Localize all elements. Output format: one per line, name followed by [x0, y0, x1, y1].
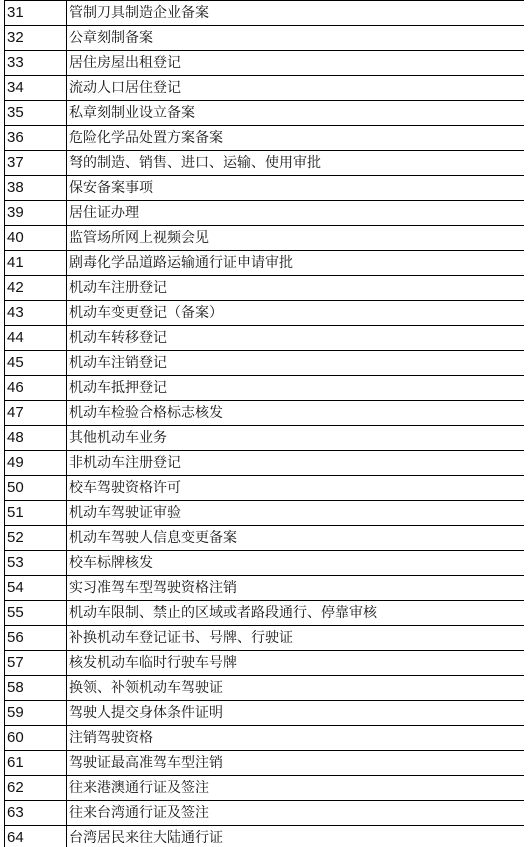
row-number: 60: [5, 726, 67, 751]
table-row: [5, 776, 525, 801]
row-number: 64: [5, 826, 67, 847]
service-item-name: 机动车注册登记: [67, 276, 525, 301]
service-item-name: 机动车检验合格标志核发: [67, 401, 525, 426]
service-item-name: 补换机动车登记证书、号牌、行驶证: [67, 626, 525, 651]
table-row: [5, 826, 525, 847]
row-number: 44: [5, 326, 67, 351]
table-row: [5, 801, 525, 826]
service-item-name: 机动车限制、禁止的区域或者路段通行、停靠审核: [67, 601, 525, 626]
table-row: [5, 451, 525, 476]
table-row: [5, 476, 525, 501]
service-item-name: 机动车注销登记: [67, 351, 525, 376]
row-number: 53: [5, 551, 67, 576]
service-item-name: 危险化学品处置方案备案: [67, 126, 525, 151]
service-item-name: 机动车转移登记: [67, 326, 525, 351]
table-row: [5, 301, 525, 326]
row-number: 49: [5, 451, 67, 476]
row-number: 52: [5, 526, 67, 551]
row-number: 43: [5, 301, 67, 326]
table-row: [5, 276, 525, 301]
table-row: [5, 1, 525, 26]
table-row: [5, 326, 525, 351]
table-row: [5, 376, 525, 401]
table-row: [5, 401, 525, 426]
service-item-name: 流动人口居住登记: [67, 76, 525, 101]
table-row: [5, 701, 525, 726]
table-row: [5, 76, 525, 101]
table-row: [5, 426, 525, 451]
row-number: 48: [5, 426, 67, 451]
row-number: 36: [5, 126, 67, 151]
table-row: [5, 651, 525, 676]
service-item-name: 驾驶证最高准驾车型注销: [67, 751, 525, 776]
service-item-name: 换领、补领机动车驾驶证: [67, 676, 525, 701]
table-row: [5, 351, 525, 376]
row-number: 50: [5, 476, 67, 501]
service-item-name: 往来台湾通行证及签注: [67, 801, 525, 826]
row-number: 55: [5, 601, 67, 626]
service-item-name: 保安备案事项: [67, 176, 525, 201]
table-row: [5, 201, 525, 226]
service-item-name: 机动车抵押登记: [67, 376, 525, 401]
table-row: [5, 751, 525, 776]
row-number: 62: [5, 776, 67, 801]
service-item-name: 核发机动车临时行驶车号牌: [67, 651, 525, 676]
service-item-name: 机动车驾驶证审验: [67, 501, 525, 526]
row-number: 37: [5, 151, 67, 176]
service-item-name: 机动车驾驶人信息变更备案: [67, 526, 525, 551]
table-row: [5, 601, 525, 626]
table-row: [5, 676, 525, 701]
row-number: 33: [5, 51, 67, 76]
row-number: 47: [5, 401, 67, 426]
table-row: [5, 551, 525, 576]
table-row: [5, 626, 525, 651]
service-item-name: 校车驾驶资格许可: [67, 476, 525, 501]
row-number: 39: [5, 201, 67, 226]
service-item-name: 公章刻制备案: [67, 26, 525, 51]
service-item-name: 居住房屋出租登记: [67, 51, 525, 76]
row-number: 63: [5, 801, 67, 826]
service-item-name: 驾驶人提交身体条件证明: [67, 701, 525, 726]
service-items-table: [4, 0, 524, 847]
row-number: 38: [5, 176, 67, 201]
table-row: [5, 51, 525, 76]
service-item-name: 往来港澳通行证及签注: [67, 776, 525, 801]
table-row: [5, 126, 525, 151]
service-item-name: 私章刻制业设立备案: [67, 101, 525, 126]
table-row: [5, 526, 525, 551]
table-row: [5, 176, 525, 201]
service-item-name: 弩的制造、销售、进口、运输、使用审批: [67, 151, 525, 176]
service-item-name: 台湾居民来往大陆通行证: [67, 826, 525, 847]
service-item-name: 管制刀具制造企业备案: [67, 1, 525, 26]
row-number: 58: [5, 676, 67, 701]
row-number: 31: [5, 1, 67, 26]
service-item-name: 实习准驾车型驾驶资格注销: [67, 576, 525, 601]
row-number: 32: [5, 26, 67, 51]
row-number: 59: [5, 701, 67, 726]
table-row: [5, 151, 525, 176]
row-number: 54: [5, 576, 67, 601]
table-row: [5, 101, 525, 126]
row-number: 34: [5, 76, 67, 101]
table-row: [5, 726, 525, 751]
table-row: [5, 501, 525, 526]
service-item-name: 机动车变更登记（备案）: [67, 301, 525, 326]
service-list-sheet: [4, 0, 524, 847]
service-item-name: 其他机动车业务: [67, 426, 525, 451]
row-number: 56: [5, 626, 67, 651]
table-row: [5, 251, 525, 276]
row-number: 42: [5, 276, 67, 301]
service-item-name: 剧毒化学品道路运输通行证申请审批: [67, 251, 525, 276]
table-row: [5, 576, 525, 601]
service-item-name: 居住证办理: [67, 201, 525, 226]
row-number: 46: [5, 376, 67, 401]
service-item-name: 注销驾驶资格: [67, 726, 525, 751]
service-items-body: [5, 1, 525, 847]
row-number: 61: [5, 751, 67, 776]
service-item-name: 非机动车注册登记: [67, 451, 525, 476]
row-number: 40: [5, 226, 67, 251]
service-item-name: 监管场所网上视频会见: [67, 226, 525, 251]
row-number: 45: [5, 351, 67, 376]
table-row: [5, 26, 525, 51]
table-row: [5, 226, 525, 251]
row-number: 35: [5, 101, 67, 126]
row-number: 57: [5, 651, 67, 676]
service-item-name: 校车标牌核发: [67, 551, 525, 576]
row-number: 41: [5, 251, 67, 276]
row-number: 51: [5, 501, 67, 526]
